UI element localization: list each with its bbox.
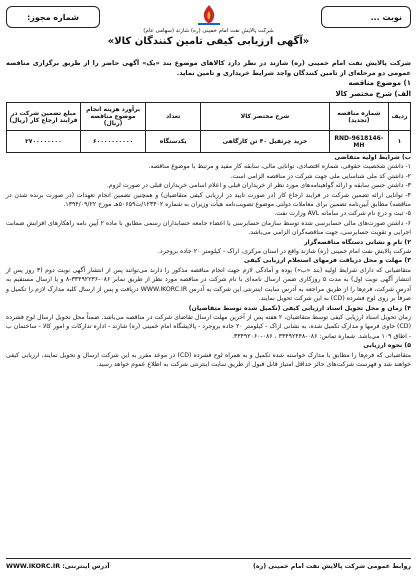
notice-title: «آگهی ارزیابی کیفی تامین کنندگان کالا»: [107, 36, 310, 47]
col-guarantee: مبلغ تضمین شرکت در فرایند ارجاع کار (ریال): [7, 103, 81, 131]
company-logo-icon: [194, 4, 224, 26]
section-b-heading: ب) شرایط اولیه متقاضی: [334, 154, 411, 161]
section1-subheading: الف) شرح مختصر کالا: [335, 90, 411, 98]
table-header-row: [7, 103, 411, 131]
footer-site-label: آدرس اینترنتی:: [62, 562, 110, 570]
col-price: برآورد هزینه انجام موضوع مناقصه (ریال): [80, 103, 145, 131]
footer-divider: [6, 558, 411, 559]
cell-guarantee: ۲۷۰۰۰۰۰۰۰۰: [7, 131, 81, 153]
condition-item: ۵- ثبت و درج نام شرکت در سامانه AVL وزارت نفت.: [274, 210, 411, 218]
col-desc: شرح مختصر کالا: [201, 103, 330, 131]
permit-label: شماره مجوز:: [27, 12, 79, 22]
cell-number: RND-9618146-MH: [329, 131, 388, 153]
items-table: [6, 102, 411, 153]
permit-box: [6, 6, 100, 28]
condition-item: ۳- داشتن حسن سابقه و ارائه گواهینامه‌های مورد نظر از خریداران قبلی و اعلام اسامی خریداران قبلی در صورت لزوم.: [106, 182, 411, 190]
intro-paragraph: شرکت پالایش نفت امام خمینی (ره) شازند در نظر دارد کالاهای موضوع بند «یک» آگهی حاضر را از طریق برگزاری مناقصه عمومی دو مرحله‌ای از تامین کنندگان واجد شرایط خریداری و تامین نماید.: [6, 59, 411, 77]
section1-heading: ۱) موضوع مناقصه: [348, 79, 411, 87]
section5-heading: ۵) نحوه ارزیابی: [363, 342, 411, 350]
footer-site-link[interactable]: WWW.IKORC.IR: [6, 562, 61, 570]
cell-row: ۱: [388, 131, 410, 153]
footer-company: روابط عمومی شرکت پالایش نفت امام خمینی (ره): [253, 562, 411, 570]
cell-qty: یکدستگاه: [146, 131, 201, 153]
footer-site-group: [6, 563, 110, 570]
section2-text: شرکت پالایش نفت امام خمینی (ره) شازند واقع در استان مرکزی، اراک - کیلومتر ۲۰ جاده بروجرد.: [157, 248, 411, 256]
condition-item: ۶- داشتن صورت‌های مالی حسابرسی شده توسط سازمان حسابرسی یا اعضاء جامعه حسابداران رسمی مطابق با ماده ۲ آیین نامه راهکارهای افزایش ضمانت اجرایی و تقویت حسابرسی، جهت مناقصه‌گران الزامی می‌باشد.: [6, 219, 411, 237]
section4-text: زمان تحویل اسناد ارزیابی کیفی توسط متقاضیان، ۲ هفته پس از آخرین مهلت ارسال تقاضای شرکت در مناقصه می‌باشد. ضمناً محل تحویل ارسال لوح فشرده (CD) حاوی فرمها و مدارک تکمیل شده، به نشانی اراک - کیلومتر ۲۰ جاده بروجرد - پالایشگاه امام خمینی (ره) شازند - اداره تدارکات و امور کالا - ساختمان ب - اطاق ۱۰۹ می‌باشد. شماره تماس: ۰۸۶-۳۳۴۹۲۴۴۸ ، ۰۸۶-۳۳۴۹۲۰۶۰.: [6, 313, 411, 340]
condition-item: ۴- توانایی ارائه تضمین شرکت در فرایند ارجاع کار (در صورت تایید در ارزیابی کیفی متقاضیان) و همچنین تضمین انجام تعهدات (در صورت برنده شدن در مناقصه) مطابق آیین‌نامه تضمین برای معاملات دولتی موضوع تصویب‌نامه هیأت وزیران به شماره ۱۲۳۴۰۲/ت۵۰۶۵۹هـ مورخ ۱۳۹۴/۰۹/۲۲.: [6, 191, 411, 209]
notice-footer: [6, 560, 411, 572]
org-line: شرکت پالایش نفت امام خمینی (ره) شازند (سهامی عام): [143, 28, 274, 34]
col-row: ردیف: [388, 103, 410, 131]
section3-heading: ۳) مهلت و محل دریافت فرمهای استعلام ارزیابی کیفی: [243, 257, 411, 265]
turn-label: نوبت ...: [370, 12, 402, 22]
section3-text: متقاضیانی که دارای شرایط اولیه (بند «ب») بوده و آمادگی لازم جهت انجام مناقصه مذکور را دارند می‌توانند پس از انتشار آگهی نوبت دوم (۳ روز پس از انتشار آگهی نوبت اول) به مدت ۵ روزکاری ضمن ارسال نامه‌ای با نام شرکت در مناقصه مورد نظر از طریق نمابر ۰۸۶-۳۳۴۹۲۲۳۶-۸ و یا ارسال مستقیم به آدرس شرکت، فرم‌ها را از طریق مراجعه به آدرس سایت اینترنتی این شرکت به آدرس WWW.IKORC.IR دریافت و پس از ارسال کلیه مدارک لازم را تکمیل و صرفاً بر روی لوح فشرده (CD) به این شرکت تحویل نمایند.: [6, 266, 412, 303]
turn-box: [321, 6, 411, 28]
col-qty: تعداد: [146, 103, 201, 131]
condition-item: ۲- داشتن کد ملی شناسایی ملی جهت شرکت در مناقصه الزامی است.: [230, 172, 411, 180]
notice-header: [6, 4, 411, 56]
section4-heading: ۴) زمان و محل تحویل اسناد ارزیابی کیفی (تکمیل شده توسط متقاضیان): [188, 304, 411, 312]
notice-body: [6, 153, 411, 369]
section5-text: متقاضیانی که فرم‌ها را مطابق با مدارک خواسته شده تکمیل و به همراه لوح فشرده (CD) در موعد مقرر به این شرکت ارسال و تحویل نمایند، ارزیابی کیفی خواهند شد و فهرست شرکت‌های حائز حداقل امتیاز قابل قبول از طریق سایت اینترنتی شرکت به اطلاع عموم خواهد رسید.: [6, 351, 412, 368]
condition-item: ۱- داشتن شخصیت حقوقی، شماره اقتصادی، توانایی مالی، سابقه کار مفید و مرتبط با موضوع مناقصه.: [148, 163, 411, 171]
section2-heading: ۲) نام و نشانی دستگاه مناقصه‌گزار: [303, 238, 411, 246]
col-number: شماره مناقصه (تجدید): [329, 103, 388, 131]
cell-price: ۶۰۰۰۰۰۰۰۰۰۰: [80, 131, 145, 153]
table-row: [7, 131, 411, 153]
cell-desc: خرید چرثقیل ۴۰ تن کارگاهی: [201, 131, 330, 153]
